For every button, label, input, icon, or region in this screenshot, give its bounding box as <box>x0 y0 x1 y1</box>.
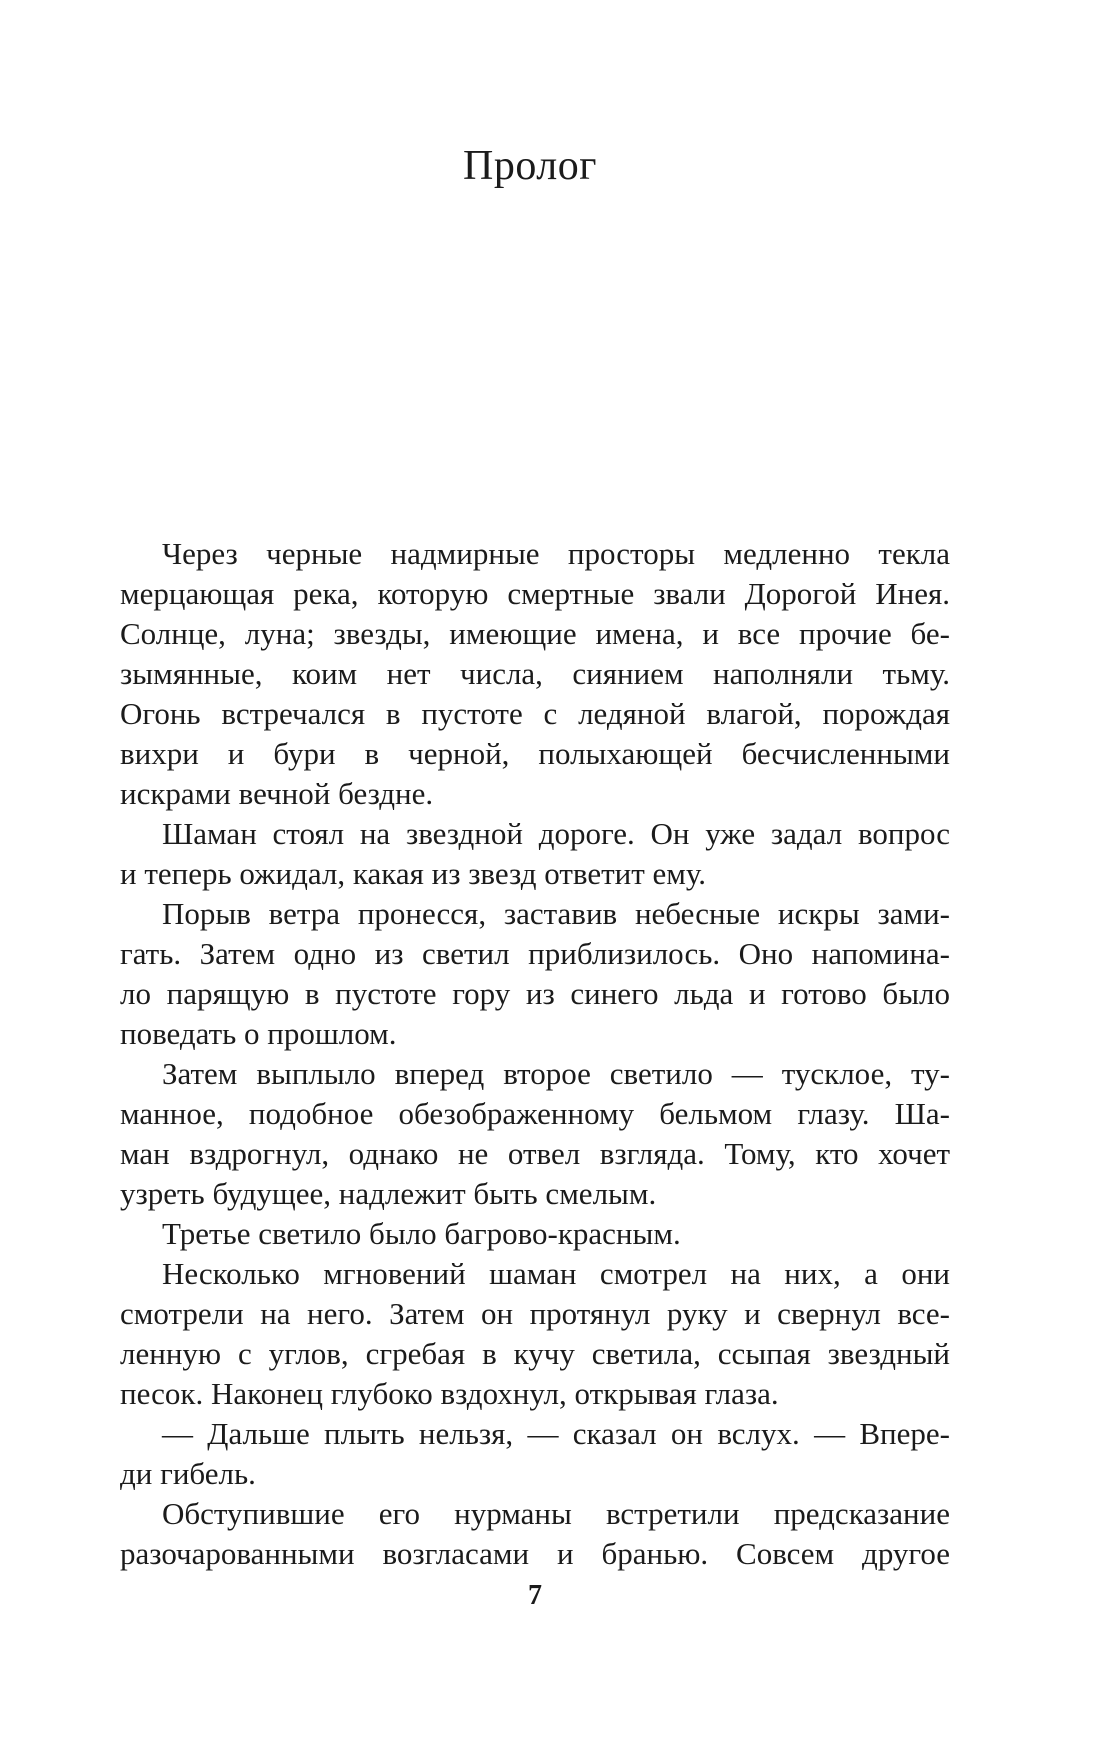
text-line: Несколько мгновений шаман смотрел на них, а они <box>162 1256 950 1291</box>
text-line: вихри и бури в черной, полыхающей бесчисленными <box>120 736 950 771</box>
text-line: песок. Наконец глубоко вздохнул, открывая глаза. <box>120 1376 779 1411</box>
text-line: — Дальше плыть нельзя, — сказал он вслух. — Впере- <box>162 1416 950 1451</box>
text-line: ди гибель. <box>120 1456 256 1491</box>
text-line: гать. Затем одно из светил приблизилось. Оно напомина- <box>120 936 950 971</box>
text-line: Порыв ветра пронесся, заставив небесные искры зами- <box>162 896 950 931</box>
text-line: Третье светило было багрово-красным. <box>162 1216 681 1251</box>
text-line: и теперь ожидал, какая из звезд ответит ему. <box>120 856 707 891</box>
text-line: манное, подобное обезображенному бельмом глазу. Ша- <box>120 1096 950 1131</box>
text-line: ленную с углов, сгребая в кучу светила, ссыпая звездный <box>120 1336 950 1371</box>
text-line: искрами вечной бездне. <box>120 776 434 811</box>
chapter-title: Пролог <box>463 143 597 189</box>
text-line: разочарованными возгласами и бранью. Совсем другое <box>120 1536 950 1571</box>
text-line: Огонь встречался в пустоте с ледяной влагой, порождая <box>120 696 950 731</box>
text-line: ман вздрогнул, однако не отвел взгляда. Тому, кто хочет <box>120 1136 950 1171</box>
text-line: Обступившие его нурманы встретили предсказание <box>162 1496 950 1531</box>
text-line: зымянные, коим нет числа, сиянием наполняли тьму. <box>120 656 950 691</box>
text-line: Затем выплыло вперед второе светило — тусклое, ту- <box>162 1056 950 1091</box>
text-line: мерцающая река, которую смертные звали Дорогой Инея. <box>120 576 950 611</box>
text-line: поведать о прошлом. <box>120 1016 397 1051</box>
page-number: 7 <box>528 1580 542 1611</box>
text-line: Шаман стоял на звездной дороге. Он уже задал вопрос <box>162 816 950 851</box>
body-text <box>120 534 950 1574</box>
text-line: Солнце, луна; звезды, имеющие имена, и все прочие бе- <box>120 616 950 651</box>
text-line: Через черные надмирные просторы медленно текла <box>162 536 950 571</box>
text-line: смотрели на него. Затем он протянул руку и свернул все- <box>120 1296 950 1331</box>
text-line: узреть будущее, надлежит быть смелым. <box>120 1176 657 1211</box>
text-line: ло парящую в пустоте гору из синего льда и готово было <box>120 976 950 1011</box>
